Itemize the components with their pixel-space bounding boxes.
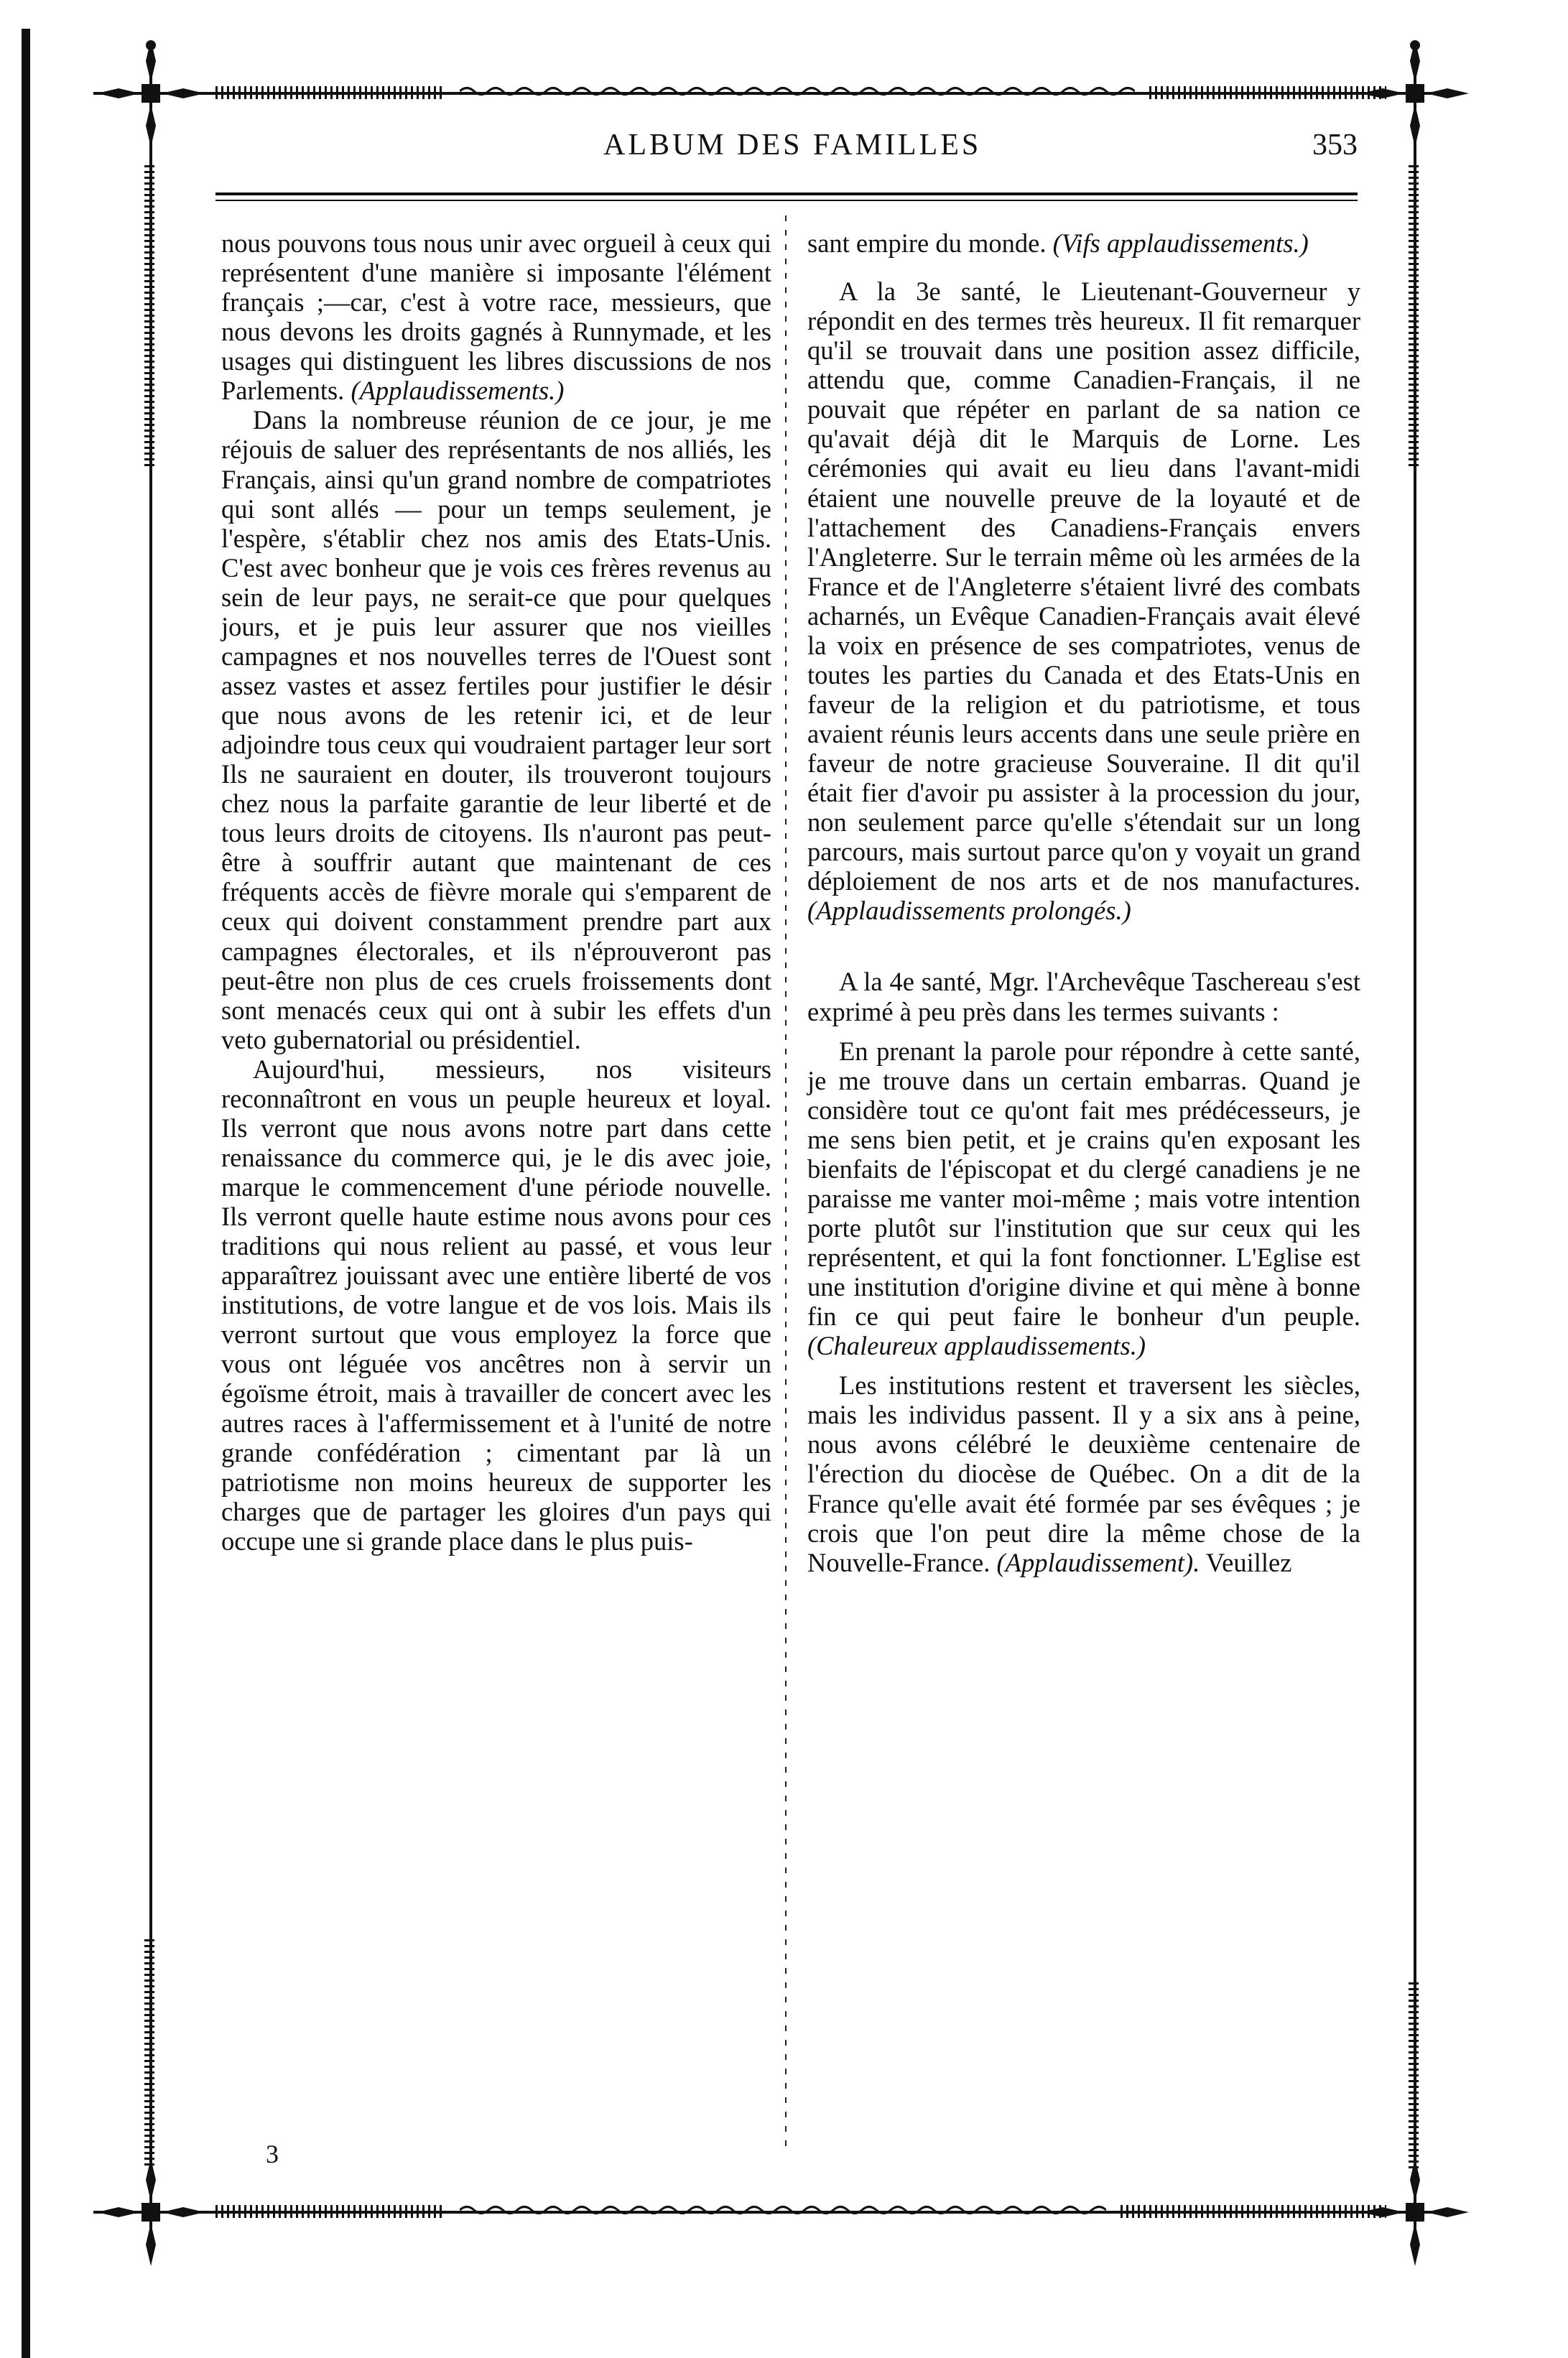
paragraph-text: Aujourd'hui, messieurs, nos visiteurs reconnaîtront en vous un peuple heureux et loyal. Ils verront que nous avons notre part dans cette renaissance du commerce qui, je le dis avec joie, marque le commencement d'une période nouvelle. Ils verront quelle haute estime nous avons pour ces traditions qui nous relient au passé, et vous leur apparaîtrez jouissant avec une entière liberté de vos institutions, de votre langue et de vos lois. Mais ils verront surtout que vous employez la force que vous ont léguée vos ancêtres non à servir un égoïsme étroit, mais à travailler de concert avec les autres races à l'affermissement et à l'unité de notre grande confédération ; cimentant par là un patriotisme non moins heureux de supporter les charges que de partager les gloires d'un pays qui occupe une si grande place dans le plus puis- <box>221 1054 771 1556</box>
paragraph-emphasis: (Vifs applaudissements.) <box>1052 228 1309 258</box>
frame-bottom-hatch-left <box>215 2205 445 2218</box>
corner-ornament-bottom-left <box>97 2158 205 2266</box>
paragraph <box>807 1370 1360 1577</box>
paragraph <box>807 1036 1360 1361</box>
paragraph <box>807 967 1360 1026</box>
right-column <box>807 228 1360 1577</box>
signature-mark: 3 <box>266 2140 279 2168</box>
paragraph-emphasis: (Applaudissements.) <box>351 376 565 406</box>
paragraph <box>807 277 1360 925</box>
paragraph-text: sant empire du monde. <box>807 228 1053 258</box>
paragraph-text: A la 3e santé, le Lieutenant-Gouverneur y répondit en des termes très heureux. Il fit remarquer qu'il se trouvait dans une position assez difficile, attendu que, comme Canadien-Français, il ne pouvait que répéter en parlant de sa nation ce qu'avait déjà dit le Marquis de Lorne. Les cérémonies qui avait eu lieu dans l'avant-midi étaient une nouvelle preuve de la loyauté et de l'attachement des Canadiens-Français envers l'Angleterre. Sur le terrain même où les armées de la France et de l'Angleterre s'étaient livré des combats acharnés, un Evêque Canadien-Français avait élevé la voix en présence de ses compatriotes, venus de toutes les parties du Canada et des Etats-Unis en faveur de la religion et du patriotisme, et tous avaient réunis leurs accents dans une seule prière en faveur de notre gracieuse Souveraine. Il dit qu'il était fier d'avoir pu assister à la procession du jour, non seulement parce qu'elle s'étendait sur un long parcours, mais surtout parce qu'on y voyait un grand déploiement de nos arts et de nos manufactures. <box>807 277 1360 896</box>
corner-ornament-top-left <box>97 40 205 147</box>
paragraph <box>221 1054 771 1556</box>
frame-left-hatch-top <box>144 165 154 467</box>
corner-ornament-top-right <box>1361 40 1469 147</box>
paragraph <box>221 228 771 405</box>
frame-top-hatch-right <box>1149 86 1386 99</box>
frame-top-wave <box>460 85 1135 98</box>
column-divider <box>785 215 787 2155</box>
paragraph-text: Dans la nombreuse réunion de ce jour, je me réjouis de saluer des représentants de nos alliés, les Français, ainsi qu'un grand nombre de compatriotes qui sont allés — pour un temps seulement, je l'espère, s'établir chez nos amis des Etats-Unis. C'est avec bonheur que je vois ces frères revenus au sein de leur pays, ne serait-ce que pour quelques jours, et je puis leur assurer que nos vieilles campagnes et nos nouvelles terres de l'Ouest sont assez vastes et assez fertiles pour justifier le désir que nous avons de les retenir ici, et de leur adjoindre tous ceux qui voudraient partager leur sort Ils ne sauraient en douter, ils trouveront toujours chez nous la parfaite garantie de leur liberté et de tous leurs droits de citoyens. Ils n'auront pas peut-être à souffrir autant que maintenant de ces fréquents accès de fièvre morale qui s'emparent de ceux qui doivent constamment prendre part aux campagnes électorales, et ils n'éprouveront pas peut-être non plus de ces cruels froissements dont sont menacés ceux qui ont à subir les effets d'un veto gubernatorial ou présidentiel. <box>221 405 771 1054</box>
paragraph-text: nous pouvons tous nous unir avec orgueil à ceux qui représentent d'une manière si imposante l'élément français ;—car, c'est à votre race, messieurs, que nous devons les droits gagnés à Runnymade, et les usages qui distinguent les libres discussions de nos Parlements. <box>221 228 771 406</box>
header-rule-thick <box>215 192 1358 195</box>
page-number: 353 <box>1312 129 1358 162</box>
left-column <box>221 228 771 1556</box>
left-border-bar <box>22 29 30 2358</box>
paragraph-emphasis: (Chaleureux applaudissements.) <box>807 1331 1146 1361</box>
header-rule-thin <box>215 200 1358 201</box>
frame-bottom-wave <box>460 2204 1106 2217</box>
frame-right-hatch-top <box>1409 165 1419 467</box>
running-header <box>223 128 1358 178</box>
frame-right-hatch-bottom <box>1409 1982 1419 2169</box>
paragraph-text: Les institutions restent et traversent les siècles, mais les individus passent. Il y a six ans à peine, nous avons célébré le deuxième centenaire de l'érection du diocèse de Québec. On a dit de la France qu'elle avait été formée par ses évêques ; je crois que l'on peut dire la même chose de la Nouvelle-France. <box>807 1370 1360 1577</box>
corner-ornament-bottom-right <box>1361 2158 1469 2266</box>
paragraph-emphasis: (Applaudissement). <box>996 1547 1200 1577</box>
paragraph-emphasis: (Applaudissements prolongés.) <box>807 896 1131 926</box>
frame-bottom-hatch-right <box>1121 2205 1386 2218</box>
frame-left-hatch-bottom <box>144 1939 154 2169</box>
paragraph-tail: Veuillez <box>1200 1547 1292 1577</box>
paragraph <box>807 228 1360 258</box>
paragraph-text: A la 4e santé, Mgr. l'Archevêque Taschereau s'est exprimé à peu près dans les termes suivants : <box>807 967 1360 1026</box>
frame-top-hatch-left <box>215 86 445 99</box>
paragraph <box>221 405 771 1054</box>
running-title: ALBUM DES FAMILLES <box>603 129 982 162</box>
paragraph-text: En prenant la parole pour répondre à cette santé, je me trouve dans un certain embarras. Quand je considère tout ce qu'ont fait mes prédécesseurs, je me sens bien petit, et je crains qu'en exposant les bienfaits de l'épiscopat et du clergé canadiens je ne paraisse me vanter moi-même ; mais votre intention porte plutôt sur l'institution que sur ceux qui les représentent, et qui la font fonctionner. L'Eglise est une institution d'origine divine et qui mène à bonne fin ce qui peut faire le bonheur d'un peuple. <box>807 1036 1360 1332</box>
